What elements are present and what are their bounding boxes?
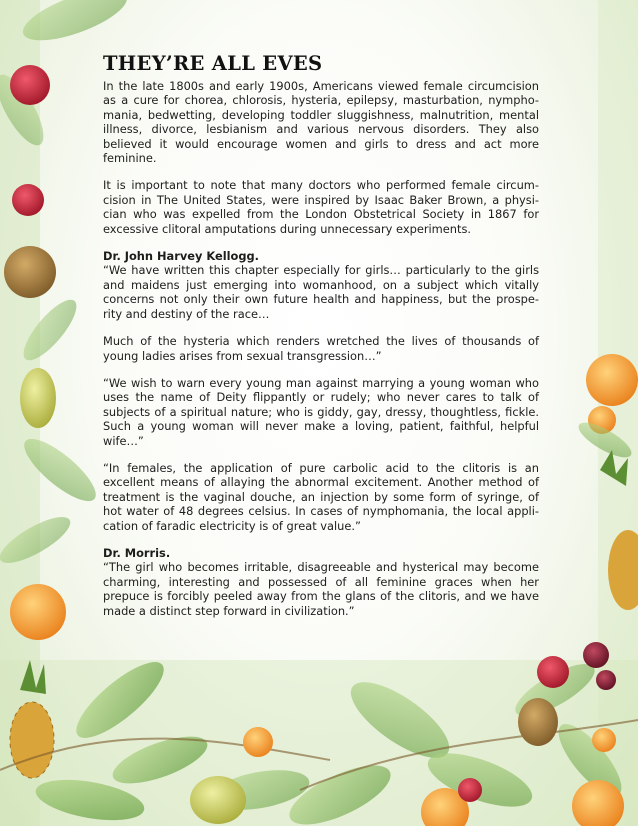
plum-icon bbox=[583, 642, 609, 668]
pear-icon bbox=[190, 776, 246, 824]
kellogg-quote-3: “We wish to warn every young man against marrying a young woman who uses the name of Deity flippantly or rudely; who never cares to talk of subjects of a spiritual nature; who is giddy, gay, dressy, thoughtless, fickle. Such a young woman will never make a loving, patient, faithful, helpful wife…” bbox=[103, 375, 539, 448]
kellogg-heading: Dr. John Harvey Kellogg. bbox=[103, 249, 259, 264]
kellogg-quote-1: “We have written this chapter especially for girls… particularly to the girls and maidens just emerging into womanhood, on a subject which vitally concerns not only their own future health and happiness, but the prospe-rity and destiny of the race… bbox=[103, 263, 539, 321]
apricot-icon bbox=[592, 728, 616, 752]
strawberry-icon bbox=[458, 778, 482, 802]
strawberry-icon bbox=[10, 65, 50, 105]
pear-icon bbox=[20, 368, 56, 428]
morris-quote: “The girl who becomes irritable, disagreeable and hysterical may become charming, interesting and possessed of all feminine graces when her prepuce is forcibly peeled away from the glans of the clitoris, and we have made a distinct step forward in civilization.” bbox=[103, 560, 539, 618]
orange-icon bbox=[586, 354, 638, 406]
article bbox=[103, 52, 539, 618]
kiwi-icon bbox=[4, 246, 56, 298]
paragraph-baker-brown: It is important to note that many doctors who performed female circum-cision in The United States, were inspired by Isaac Baker Brown, a physi-cian who was expelled from the London Obstetrical Society in 1867 for excessive clitoral amputations during unnecessary experiments. bbox=[103, 178, 539, 236]
plum-icon bbox=[596, 670, 616, 690]
orange-icon bbox=[10, 584, 66, 640]
strawberry-icon bbox=[537, 656, 569, 688]
kellogg-quote-4: “In females, the application of pure carbolic acid to the clitoris is an excellent means of allaying the abnormal excitement. Another method of treatment is the vaginal douche, an injection by some form of syringe, of hot water of 48 degrees celsius. In cases of nymphomania, the local appli-cation of faradic electricity is of great value.” bbox=[103, 460, 539, 533]
page-title: THEY’RE ALL EVES bbox=[103, 52, 323, 75]
paragraph-intro: In the late 1800s and early 1900s, Americans viewed female circumcision as a cure for chorea, chlorosis, hysteria, epilepsy, masturbation, nympho-mania, bedwetting, developing toddler sluggishness, malnutrition, mental illness, divorce, lesbianism and various nervous disorders. They also believed it would encourage women and girls to dress and act more feminine. bbox=[103, 79, 539, 166]
kellogg-quote-2: Much of the hysteria which renders wretched the lives of thousands of young ladies arises from sexual transgression…” bbox=[103, 334, 539, 363]
strawberry-icon bbox=[12, 184, 44, 216]
apricot-icon bbox=[243, 727, 273, 757]
morris-heading: Dr. Morris. bbox=[103, 545, 171, 560]
kiwi-icon bbox=[518, 698, 558, 746]
